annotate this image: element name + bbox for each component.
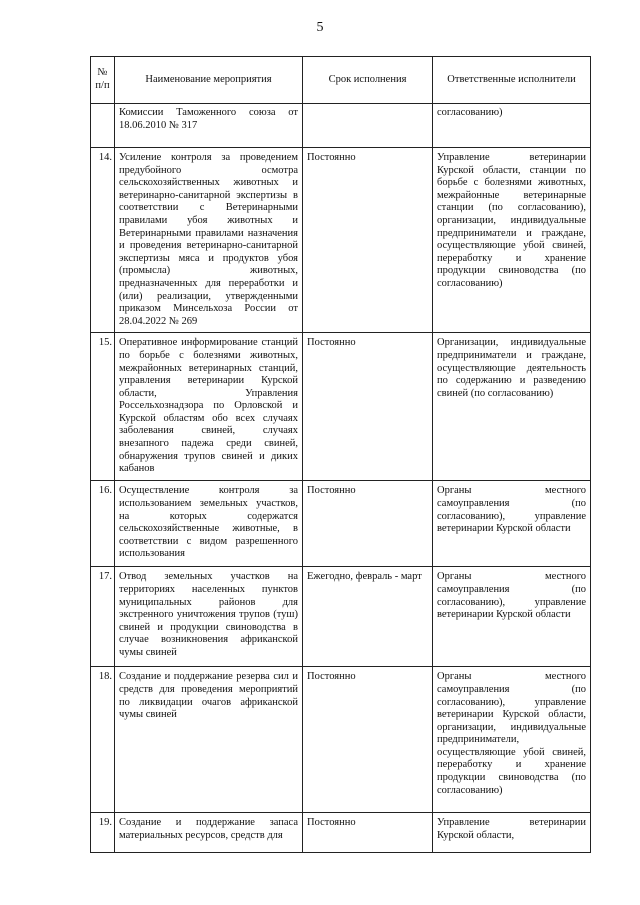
row-name: Создание и поддержание запаса материальных ресурсов, средств для bbox=[115, 813, 303, 853]
row-num: 15. bbox=[91, 333, 115, 481]
table-row bbox=[91, 667, 591, 813]
row-resp: согласованию) bbox=[433, 104, 591, 148]
row-term: Постоянно bbox=[303, 813, 433, 853]
row-resp: Органы местного самоуправления (по согласованию), управление ветеринарии Курской области bbox=[433, 481, 591, 567]
header-term: Срок исполнения bbox=[303, 57, 433, 104]
table-row bbox=[91, 104, 591, 148]
page-number: 5 bbox=[316, 20, 324, 35]
row-num: 17. bbox=[91, 567, 115, 667]
header-resp: Ответственные исполнители bbox=[433, 57, 591, 104]
row-num: 19. bbox=[91, 813, 115, 853]
row-resp: Управление ветеринарии Курской области, станции по борьбе с болезнями животных, межрайонные ветеринарные станции (по согласованию), организации, индивидуальные предприниматели и граждане, осуществляющие убой свиней, переработку и хранение продукции свиноводства (по согласованию) bbox=[433, 148, 591, 333]
row-name: Осуществление контроля за использованием земельных участков, на которых содержатся сельскохозяйственные животные, в соответствии с видом разрешенного использования bbox=[115, 481, 303, 567]
row-resp: Органы местного самоуправления (по согласованию), управление ветеринарии Курской области bbox=[433, 567, 591, 667]
row-term bbox=[303, 104, 433, 148]
row-num: 14. bbox=[91, 148, 115, 333]
table-row bbox=[91, 333, 591, 481]
row-name: Усиление контроля за проведением предубойного осмотра сельскохозяйственных животных и ветеринарно-санитарной экспертизы в соответствии с Ветеринарными правилами убоя животных и Ветеринарными правилами назначения и проведения ветеринарно-санитарной экспертизы мяса и продуктов убоя (промысла) животных, предназначенных для переработки и (или) реализации, утвержденными приказом Минсельхоза России от 28.04.2022 № 269 bbox=[115, 148, 303, 333]
table-row bbox=[91, 567, 591, 667]
row-name: Комиссии Таможенного союза от 18.06.2010 № 317 bbox=[115, 104, 303, 148]
row-term: Постоянно bbox=[303, 667, 433, 813]
row-term: Ежегодно, февраль - март bbox=[303, 567, 433, 667]
row-term: Постоянно bbox=[303, 148, 433, 333]
row-name: Создание и поддержание резерва сил и средств для проведения мероприятий по ликвидации очагов африканской чумы свиней bbox=[115, 667, 303, 813]
table-header-row bbox=[91, 57, 591, 104]
row-resp: Управление ветеринарии Курской области, bbox=[433, 813, 591, 853]
row-name: Отвод земельных участков на территориях населенных пунктов муниципальных районов для экстренного уничтожения трупов (туш) свиней и продукции свиноводства в случае возникновения африканской чумы свиней bbox=[115, 567, 303, 667]
header-num: № п/п bbox=[91, 57, 115, 104]
table-row bbox=[91, 481, 591, 567]
header-name: Наименование мероприятия bbox=[115, 57, 303, 104]
measures-table bbox=[90, 56, 591, 853]
row-num bbox=[91, 104, 115, 148]
row-resp: Организации, индивидуальные предприниматели и граждане, осуществляющие деятельность по содержанию и разведению свиней (по согласованию) bbox=[433, 333, 591, 481]
row-num: 16. bbox=[91, 481, 115, 567]
row-term: Постоянно bbox=[303, 333, 433, 481]
row-term: Постоянно bbox=[303, 481, 433, 567]
row-name: Оперативное информирование станций по борьбе с болезнями животных, межрайонных ветеринарных станций, управления ветеринарии Курской области, Управления Россельхознадзора по Орловской и Курской областям обо всех случаях заболевания свиней, случаях внезапного падежа среди свиней, обнаружения трупов свиней и диких кабанов bbox=[115, 333, 303, 481]
row-num: 18. bbox=[91, 667, 115, 813]
table-row bbox=[91, 813, 591, 853]
table-row bbox=[91, 148, 591, 333]
row-resp: Органы местного самоуправления (по согласованию), управление ветеринарии Курской области, организации, индивидуальные предприниматели, осуществляющие убой свиней, переработку и хранение продукции свиноводства (по согласованию) bbox=[433, 667, 591, 813]
